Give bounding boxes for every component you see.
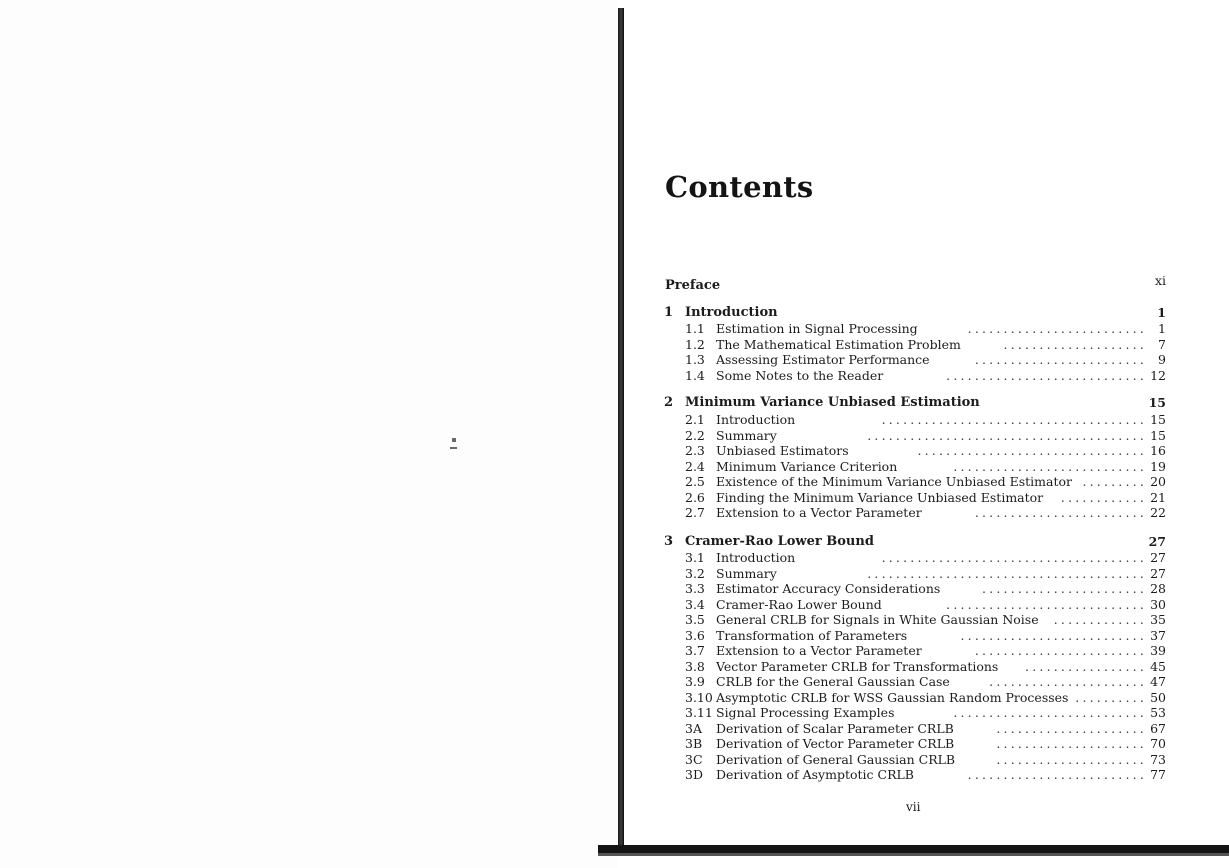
toc-section-page: 53 — [1150, 705, 1166, 720]
toc-dot-leader: ...................... — [989, 674, 1147, 689]
toc-section-page: 77 — [1150, 767, 1166, 782]
toc-section-title: Cramer-Rao Lower Bound — [716, 596, 882, 612]
toc-section-title: The Mathematical Estimation Problem — [716, 336, 961, 352]
toc-dot-leader: ............. — [1053, 612, 1147, 627]
toc-dot-leader: ....................... — [982, 581, 1147, 596]
toc-chapter-page: 15 — [1148, 395, 1166, 410]
toc-section-title: Signal Processing Examples — [716, 705, 895, 720]
toc-section-title: Extension to a Vector Parameter — [716, 505, 922, 520]
toc-dot-leader: ................. — [1025, 658, 1147, 674]
toc-section-page: 73 — [1150, 751, 1166, 767]
toc-section-number: 2.2 — [685, 427, 705, 443]
toc-section-number: 3.4 — [685, 596, 705, 612]
toc-dot-leader: .......... — [1075, 689, 1147, 705]
toc-section-title: Introduction — [716, 412, 796, 427]
toc-section-number: 3.9 — [685, 674, 705, 689]
toc-section-page: 27 — [1150, 550, 1166, 565]
toc-section-title: Summary — [716, 565, 777, 581]
toc-section-page: 35 — [1150, 612, 1166, 627]
toc-section-title: Introduction — [716, 550, 796, 565]
toc-section-number: 3B — [685, 736, 703, 751]
toc-dot-leader: ..................... — [996, 736, 1147, 751]
toc-section-page: 1 — [1158, 321, 1166, 336]
toc-dot-leader: ......... — [1082, 474, 1147, 489]
toc-section-number: 3A — [685, 720, 702, 736]
toc-section-title: Minimum Variance Criterion — [716, 458, 898, 474]
toc-section-number: 3C — [685, 751, 703, 767]
toc-section-title: Derivation of Scalar Parameter CRLB — [716, 720, 954, 736]
toc-preface-page: xi — [1154, 273, 1166, 288]
toc-section-number: 3.1 — [685, 550, 705, 565]
toc-section-number: 3.8 — [685, 658, 705, 674]
toc-section-number: 1.2 — [685, 336, 705, 352]
toc-chapter-number: 2 — [664, 395, 674, 410]
toc-section-page: 15 — [1150, 412, 1166, 427]
toc-section-title: Assessing Estimator Performance — [716, 352, 930, 367]
toc-section-number: 2.4 — [685, 458, 705, 474]
toc-section-title: Estimation in Signal Processing — [716, 321, 918, 336]
toc-dot-leader: ....................................... — [867, 565, 1147, 581]
toc-dot-leader: ..................... — [996, 751, 1147, 767]
toc-section-number: 1.3 — [685, 352, 705, 367]
toc-section-page: 7 — [1158, 336, 1166, 352]
toc-section-title: Some Notes to the Reader — [716, 367, 884, 383]
toc-section-page: 22 — [1150, 505, 1166, 520]
toc-section-title: Existence of the Minimum Variance Unbiased Estimator — [716, 474, 1072, 489]
toc-section-page: 30 — [1150, 596, 1166, 612]
toc-section-page: 50 — [1150, 689, 1166, 705]
toc-section-page: 12 — [1150, 367, 1166, 383]
toc-chapter-title: Cramer-Rao Lower Bound — [685, 534, 874, 549]
toc-section-number: 3.5 — [685, 612, 705, 627]
toc-section-title: Derivation of Vector Parameter CRLB — [716, 736, 955, 751]
toc-chapter-number: 3 — [664, 534, 674, 549]
page-bottom-edge — [598, 853, 1229, 856]
toc-section-number: 2.5 — [685, 474, 705, 489]
toc-section-title: CRLB for the General Gaussian Case — [716, 674, 950, 689]
toc-section-number: 1.1 — [685, 321, 705, 336]
toc-dot-leader: ......................... — [967, 767, 1147, 782]
toc-section-page: 45 — [1150, 658, 1166, 674]
toc-section-number: 3.3 — [685, 581, 705, 596]
toc-section-title: Asymptotic CRLB for WSS Gaussian Random Processes — [716, 689, 1069, 705]
toc-section-page: 21 — [1150, 489, 1166, 505]
toc-dot-leader: ........................ — [974, 643, 1147, 658]
toc-dot-leader: ......................... — [967, 321, 1147, 336]
toc-section-page: 16 — [1150, 443, 1166, 458]
toc-section-number: 1.4 — [685, 367, 705, 383]
toc-section-number: 3D — [685, 767, 703, 782]
toc-dot-leader: ................................ — [917, 443, 1147, 458]
toc-section-page: 67 — [1150, 720, 1166, 736]
page-number: vii — [906, 800, 921, 814]
book-binding — [618, 8, 624, 853]
toc-chapter-page: 1 — [1157, 305, 1166, 320]
page-title: Contents — [665, 170, 814, 204]
toc-dot-leader: .................... — [1003, 336, 1147, 352]
toc-section-title: Extension to a Vector Parameter — [716, 643, 922, 658]
toc-section-page: 15 — [1150, 427, 1166, 443]
toc-section-page: 37 — [1150, 627, 1166, 643]
toc-section-number: 2.7 — [685, 505, 705, 520]
toc-dot-leader: ........................... — [953, 705, 1147, 720]
page-speck — [452, 438, 456, 442]
toc-section-number: 3.11 — [685, 705, 713, 720]
toc-chapter-number: 1 — [664, 305, 674, 320]
toc-section-number: 3.10 — [685, 689, 713, 705]
toc-chapter-page: 27 — [1148, 534, 1166, 549]
toc-section-title: Unbiased Estimators — [716, 443, 849, 458]
toc-section-title: Vector Parameter CRLB for Transformations — [716, 658, 999, 674]
toc-section-page: 47 — [1150, 674, 1166, 689]
toc-section-title: Derivation of Asymptotic CRLB — [716, 767, 914, 782]
toc-dot-leader: .......................... — [960, 627, 1147, 643]
toc-dot-leader: ........................ — [974, 505, 1147, 520]
toc-section-number: 2.6 — [685, 489, 705, 505]
toc-preface-title: Preface — [665, 278, 721, 293]
toc-dot-leader: ....................................... — [867, 427, 1147, 443]
toc-dot-leader: ..................................... — [881, 550, 1147, 565]
toc-chapter-title: Minimum Variance Unbiased Estimation — [685, 395, 980, 410]
toc-section-page: 28 — [1150, 581, 1166, 596]
toc-section-page: 20 — [1150, 474, 1166, 489]
toc-section-title: General CRLB for Signals in White Gaussian Noise — [716, 612, 1039, 627]
toc-section-number: 3.7 — [685, 643, 705, 658]
toc-section-number: 2.3 — [685, 443, 705, 458]
toc-section-title: Estimator Accuracy Considerations — [716, 581, 941, 596]
toc-dot-leader: ............................ — [946, 367, 1147, 383]
page-speck — [450, 447, 457, 449]
toc-section-title: Summary — [716, 427, 777, 443]
toc-dot-leader: ............................ — [946, 596, 1147, 612]
toc-dot-leader: ........................... — [953, 458, 1147, 474]
toc-section-title: Finding the Minimum Variance Unbiased Estimator — [716, 489, 1044, 505]
toc-section-page: 39 — [1150, 643, 1166, 658]
toc-section-page: 70 — [1150, 736, 1166, 751]
toc-section-number: 3.2 — [685, 565, 705, 581]
toc-dot-leader: ............ — [1060, 489, 1147, 505]
toc-dot-leader: ..................................... — [881, 412, 1147, 427]
toc-section-number: 3.6 — [685, 627, 705, 643]
toc-section-page: 27 — [1150, 565, 1166, 581]
toc-section-page: 9 — [1158, 352, 1166, 367]
toc-chapter-title: Introduction — [685, 305, 778, 320]
toc-dot-leader: ........................ — [974, 352, 1147, 367]
toc-section-page: 19 — [1150, 458, 1166, 474]
toc-section-number: 2.1 — [685, 412, 705, 427]
toc-dot-leader: ..................... — [996, 720, 1147, 736]
toc-section-title: Derivation of General Gaussian CRLB — [716, 751, 956, 767]
toc-section-title: Transformation of Parameters — [716, 627, 908, 643]
